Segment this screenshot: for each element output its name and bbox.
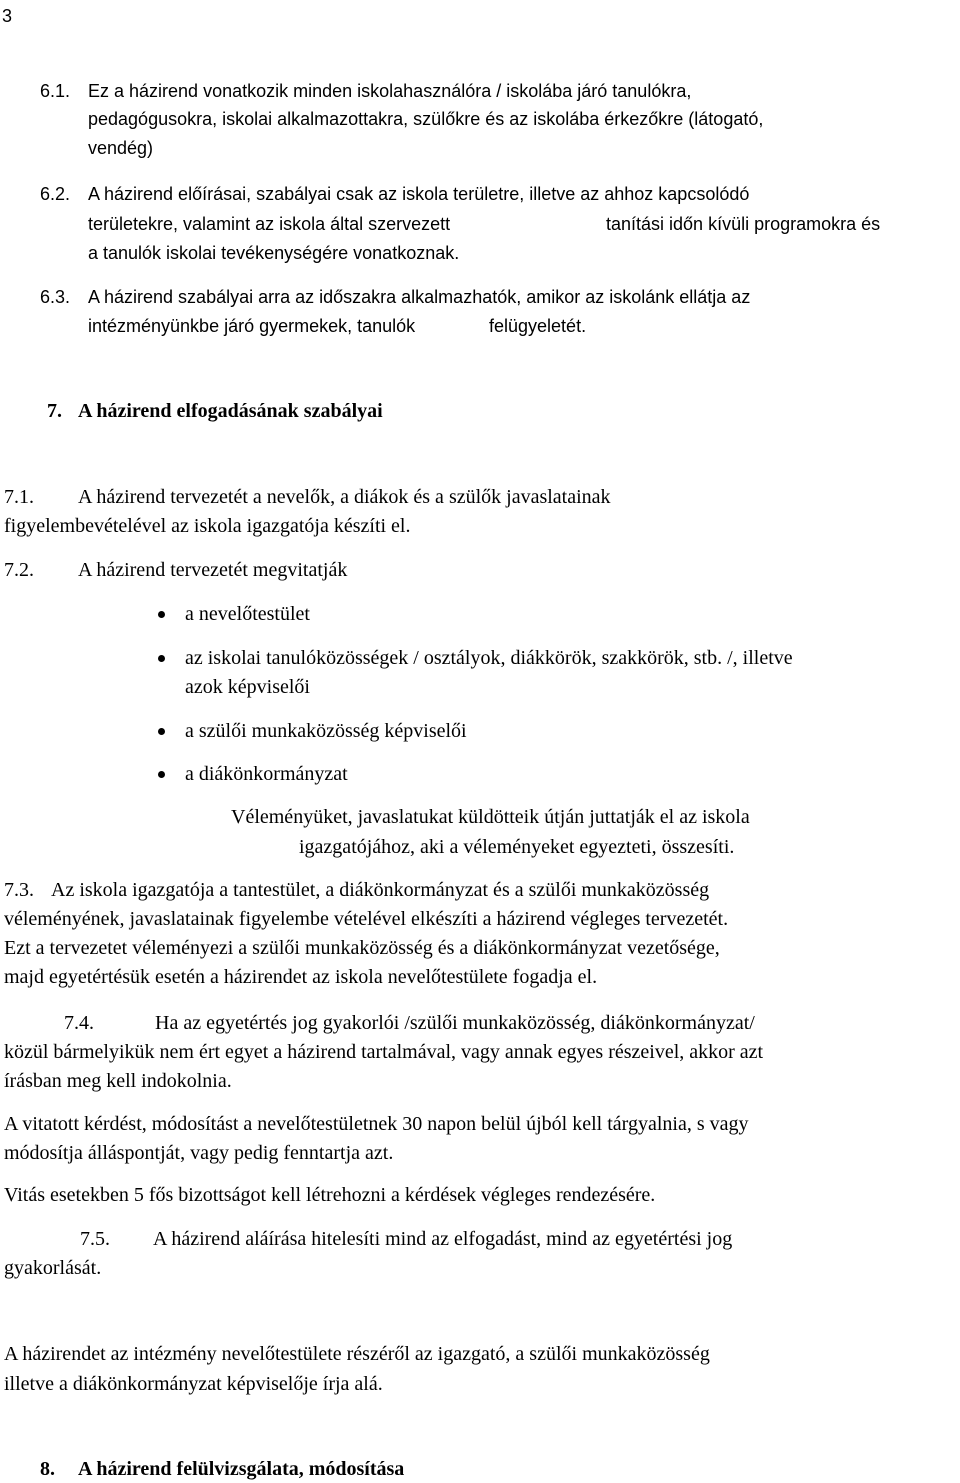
section-number: 6.3. [40,287,71,307]
paragraph-line: Az iskola igazgatója a tantestület, a diákönkormányzat és a szülői munkaközösség [51,879,710,901]
paragraph-line: A házirend szabályai arra az időszakra alkalmazhatók, amikor az iskolánk ellátja az [88,287,751,307]
list-item-text: az iskolai tanulóközösségek / osztályok, diákkörök, szakkörök, stb. /, illetve [185,647,793,669]
heading-title: A házirend felülvizsgálata, módosítása [78,1458,405,1480]
paragraph-line: A házirend előírásai, szabályai csak az iskola területre, illetve az ahhoz kapcsolódó [88,184,750,204]
paragraph-line: figyelembevételével az iskola igazgatója készíti el. [4,515,411,537]
paragraph-line: Ez a házirend vonatkozik minden iskolahasználóra / iskolába járó tanulókra, [88,81,692,101]
list-item-text: azok képviselői [185,676,310,698]
bullet-icon [158,611,165,618]
section-number: 7.2. [4,559,34,581]
paragraph-vitas: Vitás esetekben 5 fős bizottságot kell létrehozni a kérdések végleges rendezésére. [4,1184,656,1206]
paragraph-line: intézményünkbe járó gyermekek, tanulók [88,316,416,336]
paragraph-line: A házirend tervezetét a nevelők, a diákok és a szülők javaslatainak [78,486,611,508]
paragraph-line: illetve a diákönkormányzat képviselője írja alá. [4,1373,383,1395]
paragraph-line: tanítási időn kívüli programokra és [606,214,881,234]
list-item-text: a nevelőtestület [185,603,310,625]
paragraph-line: A vitatott kérdést, módosítást a nevelőtestületnek 30 napon belül újból kell tárgyalnia, s vagy [4,1113,749,1135]
section-number: 7.5. [80,1228,110,1250]
paragraph-line: A házirend aláírása hitelesíti mind az elfogadást, mind az egyetértési jog [153,1228,733,1250]
bullet-icon [158,728,165,735]
paragraph-line: véleményének, javaslatainak figyelembe vételével elkészíti a házirend végleges tervezetét. [4,908,729,930]
paragraph-line: Ezt a tervezetet véleményezi a szülői munkaközösség és a diákönkormányzat vezetősége, [4,937,720,959]
bullet-icon [158,771,165,778]
section-number: 7.3. [4,879,34,901]
paragraph-line: felügyeletét. [489,316,587,336]
heading-number: 7. [47,400,62,422]
note-line: Véleményüket, javaslatukat küldötteik útján juttatják el az iskola [231,806,750,828]
paragraph-line: Ha az egyetértés jog gyakorlói /szülői munkaközösség, diákönkormányzat/ [155,1012,755,1034]
note-line: igazgatójához, aki a véleményeket egyezteti, összesíti. [299,836,735,858]
paragraph-line: gyakorlását. [4,1257,102,1279]
heading-number: 8. [40,1458,55,1480]
heading-title: A házirend elfogadásának szabályai [78,400,383,422]
section-number: 6.2. [40,184,71,204]
paragraph-line: A házirend tervezetét megvitatják [78,559,348,581]
paragraph-line: területekre, valamint az iskola által szervezett [88,214,451,234]
section-number: 7.1. [4,486,34,508]
paragraph-line: a tanulók iskolai tevékenységére vonatkoznak. [88,243,460,263]
list-item-text: a szülői munkaközösség képviselői [185,720,467,742]
page-number: 3 [2,6,13,26]
paragraph-line: vendég) [88,138,154,158]
paragraph-line: módosítja álláspontját, vagy pedig fenntartja azt. [4,1142,394,1164]
list-item-text: a diákönkormányzat [185,763,348,785]
paragraph-line: írásban meg kell indokolnia. [4,1070,232,1092]
section-number: 7.4. [64,1012,94,1034]
paragraph-line: közül bármelyikük nem ért egyet a házirend tartalmával, vagy annak egyes részeivel, akkor azt [4,1041,764,1063]
bullet-icon [158,655,165,662]
paragraph-line: A házirendet az intézmény nevelőtestülete részéről az igazgató, a szülői munkaközösség [4,1343,710,1365]
paragraph-line: majd egyetértésük esetén a házirendet az iskola nevelőtestülete fogadja el. [4,966,598,988]
paragraph-line: pedagógusokra, iskolai alkalmazottakra, szülőkre és az iskolába érkezőkre (látogató, [88,109,764,129]
section-number: 6.1. [40,81,71,101]
